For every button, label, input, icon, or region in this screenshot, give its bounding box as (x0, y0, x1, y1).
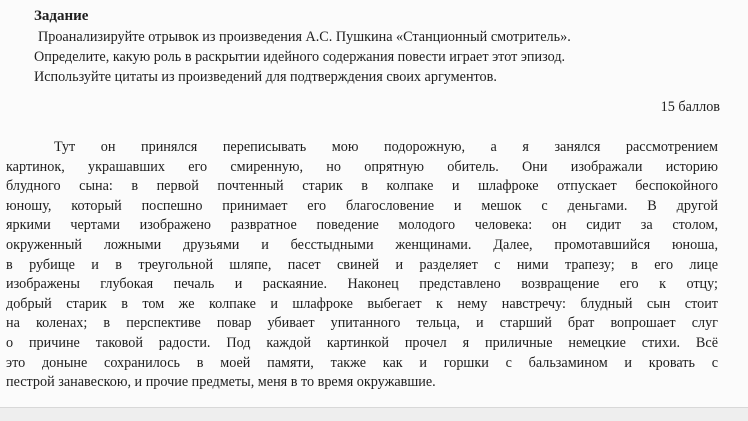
excerpt-line: изображены глубокая печаль и раскаяние. Наконец представлено возвращение его к отцу; (6, 276, 718, 293)
excerpt-line: это доныне сохранилось в моей памяти, также как и горшки с бальзамином и кровать с (6, 354, 718, 371)
excerpt-line: о причине таковой радости. Под каждой картинкой прочел я приличные немецкие стихи. Всё (6, 334, 718, 351)
task-points: 15 баллов (660, 99, 720, 115)
excerpt-line: Тут он принялся переписывать мою подорожную, а я занялся рассмотрением (54, 139, 718, 155)
task-instructions (34, 27, 724, 87)
excerpt-line: яркими чертами изображено развратное поведение молодого человека: он сидит за столом, (6, 217, 718, 234)
excerpt-line: блудного сына: в первой почтенный старик в колпаке и шлафроке отпускает беспокойного (6, 178, 718, 195)
task-line: Используйте цитаты из произведений для подтверждения своих аргументов. (34, 69, 497, 85)
excerpt-line: добрый старик в том же колпаке и шлафроке выбегает к нему навстречу: блудный сын стоит (6, 295, 718, 312)
excerpt-line: в рубище и в треугольной шляпе, пасет свиней и разделяет с ними трапезу; в его лице (6, 256, 718, 273)
excerpt-line: юношу, который поспешно принимает его благословение и мешок с деньгами. В другой (6, 197, 718, 214)
excerpt-line: окруженный ложными друзьями и бесстыдными женщинами. Далее, промотавшийся юноша, (6, 236, 718, 253)
task-line: Определите, какую роль в раскрытии идейного содержания повести играет этот эпизод. (34, 49, 566, 65)
task-line: Проанализируйте отрывок из произведения А.С. Пушкина «Станционный смотритель». (38, 29, 571, 45)
excerpt-line: картинок, украшавших его смиренную, но опрятную обитель. Они изображали историю (6, 158, 718, 175)
page-bottom-edge (0, 407, 748, 421)
excerpt-line: пестрой занавескою, и прочие предметы, меня в то время окружавшие. (6, 374, 436, 391)
literary-excerpt (6, 138, 718, 393)
task-heading: Задание (34, 8, 89, 24)
excerpt-line: на коленах; в перспективе повар убивает упитанного тельца, и старший брат вопрошает слуг (6, 315, 718, 332)
